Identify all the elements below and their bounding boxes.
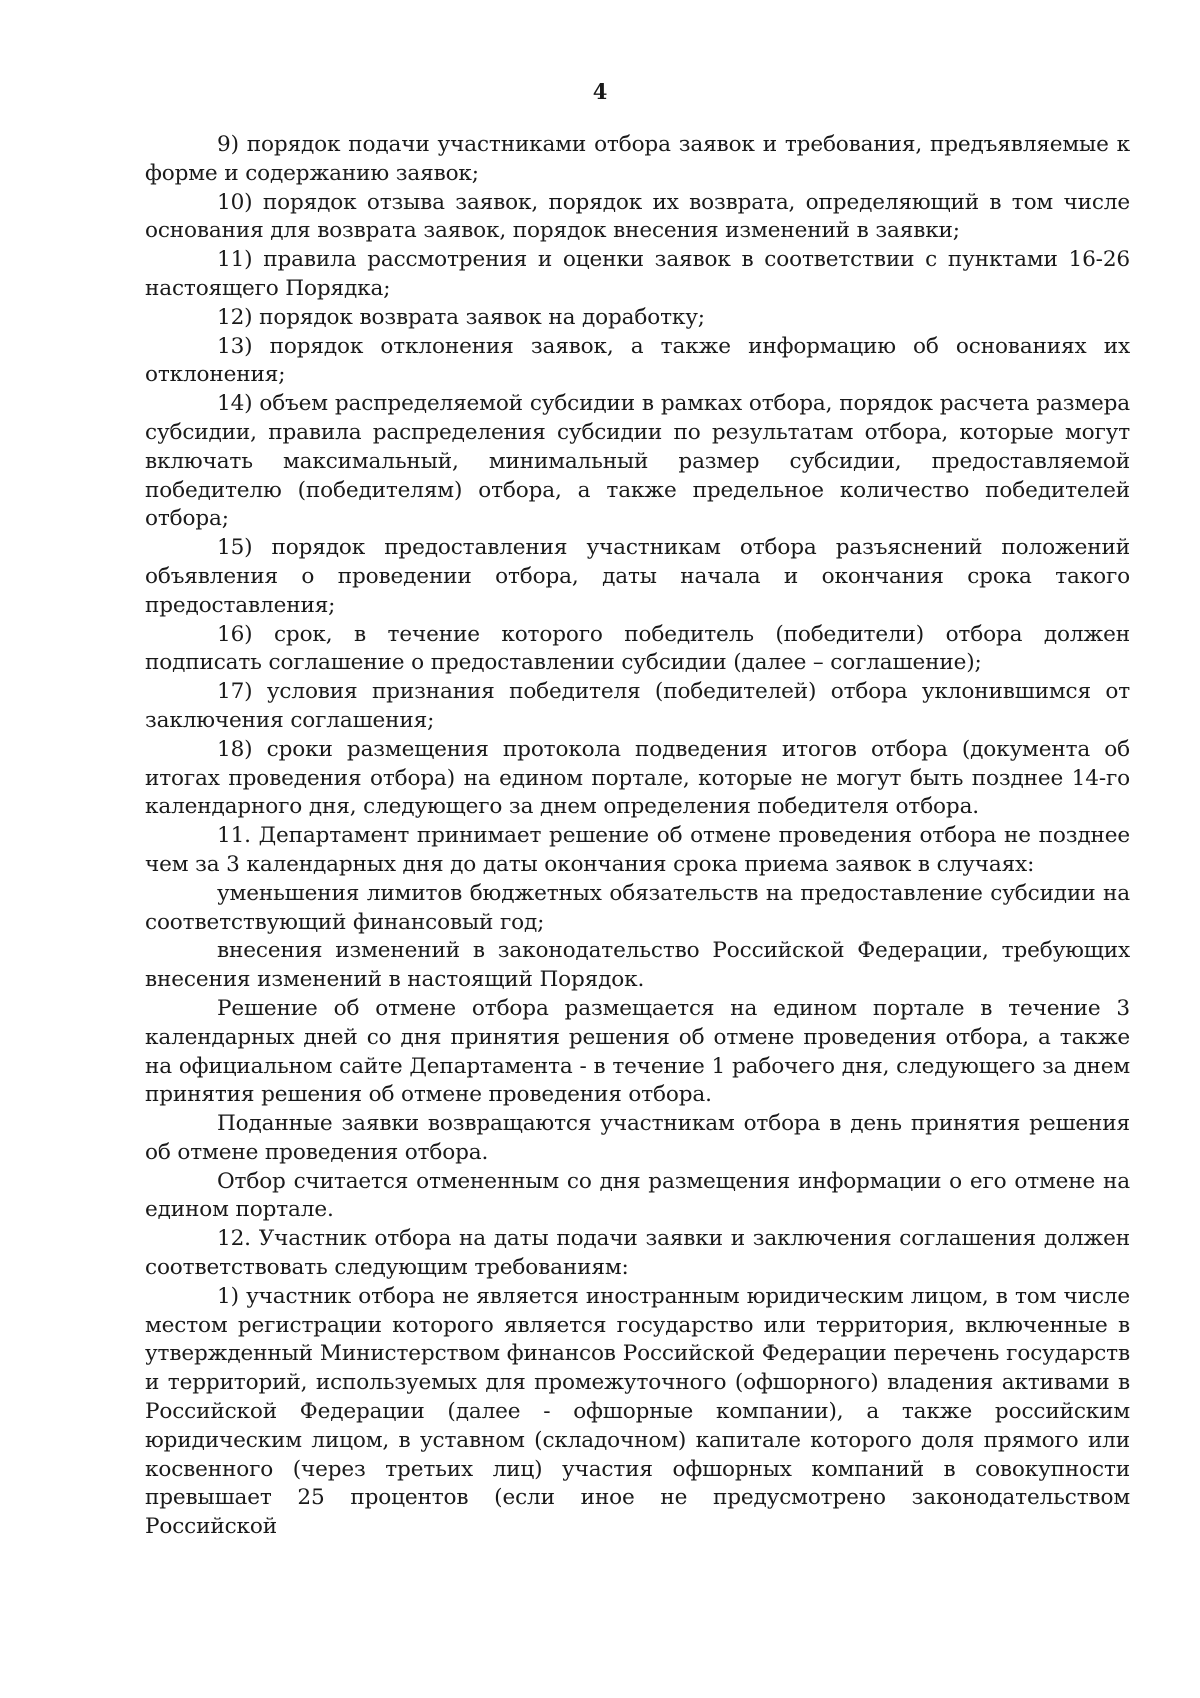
paragraph-item-16: 16) срок, в течение которого победитель (победители) отбора должен подписать соглашение о предоставлении субсидии (далее – соглашение); [145, 621, 1130, 676]
paragraph-item-17: 17) условия признания победителя (победителей) отбора уклонившимся от заключения соглашения; [145, 679, 1130, 733]
paragraph-item-18: 18) сроки размещения протокола подведения итогов отбора (документа об итогах проведения отбора) на едином портале, которые не могут быть позднее 14-го календарного дня, следующего за днем определения победителя отбора. [145, 736, 1130, 820]
section-12-paragraph: 12. Участник отбора на даты подачи заявки и заключения соглашения должен соответствовать следующим требованиям: [145, 1226, 1130, 1281]
case-reduction-of-limits: уменьшения лимитов бюджетных обязательств на предоставление субсидии на соответствующий финансовый год; [145, 880, 1130, 935]
paragraph-item-9: 9) порядок подачи участниками отбора заявок и требования, предъявляемые к форме и содержанию заявок; [145, 132, 1130, 186]
paragraph-item-11: 11) правила рассмотрения и оценки заявок в соответствии с пунктами 16-26 настоящего Порядка; [145, 247, 1130, 301]
section-11-paragraph: 11. Департамент принимает решение об отмене проведения отбора не позднее чем за 3 календарных дня до даты окончания срока приема заявок в случаях: [145, 823, 1130, 877]
paragraph-item-13: 13) порядок отклонения заявок, а также информацию об основаниях их отклонения; [145, 333, 1130, 388]
paragraph-item-14: 14) объем распределяемой субсидии в рамках отбора, порядок расчета размера субсидии, правила распределения субсидии по результатам отбора, которые могут включать максимальный, минимальный размер субсидии, предоставляемой победителю (победителям) отбора, а также предельное количество победителей отбора; [145, 391, 1130, 532]
paragraph-item-12: 12) порядок возврата заявок на доработку; [217, 304, 705, 330]
paragraph-item-15: 15) порядок предоставления участникам отбора разъяснений положений объявления о проведении отбора, даты начала и окончания срока такого предоставления; [145, 535, 1130, 618]
paragraph-item-10: 10) порядок отзыва заявок, порядок их возврата, определяющий в том числе основания для возврата заявок, порядок внесения изменений в заявки; [145, 189, 1130, 244]
cancellation-publication-paragraph: Решение об отмене отбора размещается на едином портале в течение 3 календарных дней со дня принятия решения об отмене проведения отбора, а также на официальном сайте Департамента - в течение 1 рабочего дня, следующего за днем принятия решения об отмене проведения отбора. [145, 995, 1130, 1108]
document-body [145, 131, 1130, 1542]
cancellation-effective-paragraph: Отбор считается отмененным со дня размещения информации о его отмене на едином портале. [145, 1168, 1130, 1223]
case-legislation-changes: внесения изменений в законодательство Российской Федерации, требующих внесения изменений в настоящий Порядок. [145, 938, 1130, 993]
applications-return-paragraph: Поданные заявки возвращаются участникам отбора в день принятия решения об отмене проведения отбора. [145, 1111, 1130, 1165]
page-number: 4 [592, 79, 608, 104]
requirement-1-paragraph: 1) участник отбора не является иностранным юридическим лицом, в том числе местом регистрации которого является государство или территория, включенные в утвержденный Министерством финансов Российской Федерации перечень государств и территорий, используемых для промежуточного (офшорного) владения активами в Российской Федерации (далее - офшорные компании), а также российским юридическим лицом, в уставном (складочном) капитале которого доля прямого или косвенного (через третьих лиц) участия офшорных компаний в совокупности превышает 25 процентов (если иное не предусмотрено законодательством Российской [145, 1283, 1130, 1540]
